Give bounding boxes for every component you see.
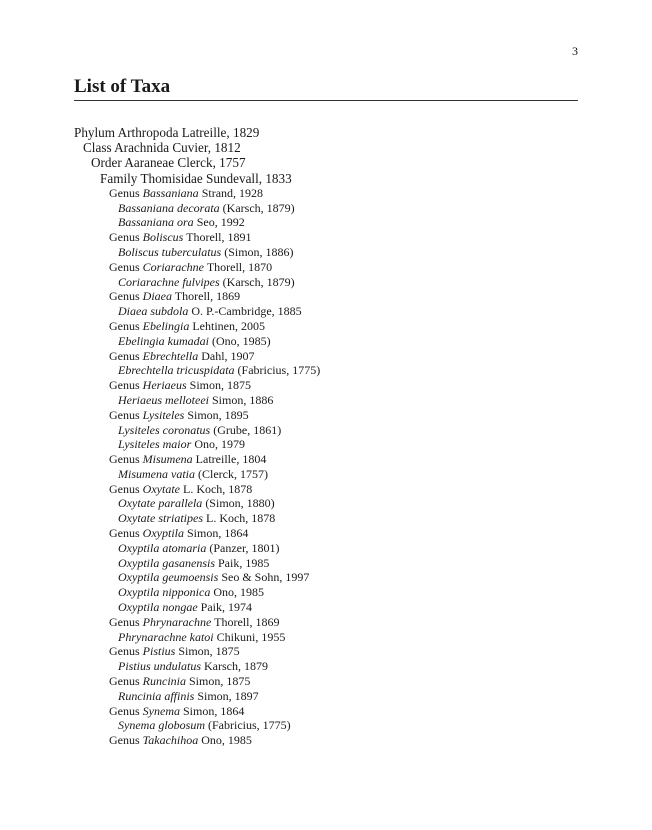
taxon-entry-species xyxy=(74,718,578,733)
taxon-entry-species xyxy=(74,437,578,452)
taxon-author: Simon, 1897 xyxy=(197,688,259,703)
taxon-name: Oxyptila geumoensis xyxy=(118,570,219,585)
taxon-rank: Genus xyxy=(109,526,140,541)
taxon-name: Ebelingia xyxy=(142,318,190,333)
taxon-entry-genus xyxy=(74,260,578,275)
taxon-author: (Karsch, 1879) xyxy=(222,274,295,289)
taxon-author: Simon, 1875 xyxy=(189,674,251,689)
taxon-name: Diaea subdola xyxy=(118,304,189,319)
taxon-author: (Fabricius, 1775) xyxy=(208,718,291,733)
taxon-entry-species xyxy=(74,201,578,216)
taxon-name: Runcinia affinis xyxy=(118,688,195,703)
taxon-author: (Karsch, 1879) xyxy=(222,200,295,215)
taxon-author: Simon, 1886 xyxy=(211,392,274,407)
taxon-rank: Genus xyxy=(109,378,140,393)
taxon-author: Latreille, 1804 xyxy=(195,452,267,467)
taxon-entry-genus xyxy=(74,482,578,497)
taxon-name: Phrynarachne xyxy=(142,614,212,629)
taxon-rank: Genus xyxy=(109,481,140,496)
taxon-author: Thorell, 1891 xyxy=(186,230,252,245)
taxon-entry-species xyxy=(74,423,578,438)
taxon-entry-family xyxy=(74,171,578,186)
taxon-rank: Order xyxy=(91,155,122,171)
taxon-name: Aaraneae xyxy=(124,155,175,171)
taxon-author: Seo & Sohn, 1997 xyxy=(221,570,310,585)
taxon-entry-species xyxy=(74,304,578,319)
taxon-name: Bassaniana xyxy=(142,185,199,200)
taxon-author: Paik, 1985 xyxy=(218,555,270,570)
taxon-name: Boliscus xyxy=(142,230,184,245)
taxon-name: Ebrechtella xyxy=(142,348,199,363)
taxon-name: Runcinia xyxy=(142,674,186,689)
taxon-name: Ebrechtella tricuspidata xyxy=(118,363,235,378)
taxon-rank: Genus xyxy=(109,452,140,467)
taxon-name: Phrynarachne katoi xyxy=(118,629,214,644)
taxon-author: Paik, 1974 xyxy=(200,600,252,615)
taxon-entry-species xyxy=(74,215,578,230)
taxon-name: Arthropoda xyxy=(117,125,179,140)
taxon-author: (Fabricius, 1775) xyxy=(237,363,321,378)
taxon-author: O. P.-Cambridge, 1885 xyxy=(191,304,302,319)
taxon-rank: Genus xyxy=(109,733,140,748)
taxon-name: Takachihoa xyxy=(142,733,199,748)
taxon-entry-genus xyxy=(74,615,578,630)
taxon-name: Synema xyxy=(142,703,180,718)
taxon-rank: Family xyxy=(100,170,138,186)
taxon-name: Lysiteles coronatus xyxy=(118,422,211,437)
taxon-entry-species xyxy=(74,585,578,600)
taxon-author: Dahl, 1907 xyxy=(201,348,255,363)
taxon-author: Ono, 1985 xyxy=(213,585,264,600)
taxon-rank: Genus xyxy=(109,289,140,304)
taxon-entry-species xyxy=(74,467,578,482)
taxon-rank: Genus xyxy=(109,185,140,200)
taxon-author: Seo, 1992 xyxy=(196,215,245,230)
taxon-author: Strand, 1928 xyxy=(201,185,264,200)
taxon-author: Simon, 1864 xyxy=(183,703,245,718)
taxon-rank: Class xyxy=(83,140,112,156)
taxon-entry-genus xyxy=(74,674,578,689)
taxon-author: (Clerck, 1757) xyxy=(198,466,268,481)
taxon-name: Oxytate parallela xyxy=(118,496,203,511)
taxon-name: Misumena xyxy=(142,452,193,467)
taxon-name: Diaea xyxy=(142,289,172,304)
taxon-author: Cuvier, 1812 xyxy=(172,140,241,156)
taxon-entry-species xyxy=(74,659,578,674)
taxon-rank: Genus xyxy=(109,318,140,333)
taxon-entry-genus xyxy=(74,526,578,541)
taxon-author: Latreille, 1829 xyxy=(181,125,260,140)
taxon-name: Oxyptila nongae xyxy=(118,600,198,615)
taxon-entry-species xyxy=(74,245,578,260)
taxon-entry-species xyxy=(74,600,578,615)
taxon-entry-species xyxy=(74,334,578,349)
taxon-entry-class xyxy=(74,140,578,155)
taxon-author: L. Koch, 1878 xyxy=(205,511,276,526)
taxon-entry-genus xyxy=(74,733,578,748)
taxon-author: Thorell, 1869 xyxy=(214,614,280,629)
taxon-author: Clerck, 1757 xyxy=(177,155,246,171)
taxon-author: Simon, 1864 xyxy=(187,526,249,541)
taxon-name: Heriaeus xyxy=(142,378,187,393)
taxon-name: Coriarachne xyxy=(142,259,205,274)
taxon-name: Pistius xyxy=(142,644,176,659)
taxon-name: Lysiteles xyxy=(142,407,185,422)
taxon-entry-genus xyxy=(74,230,578,245)
taxon-entry-phylum xyxy=(74,125,578,140)
taxon-author: Simon, 1875 xyxy=(178,644,240,659)
taxon-rank: Phylum xyxy=(74,125,116,140)
taxon-name: Arachnida xyxy=(114,140,170,156)
taxon-entry-species xyxy=(74,511,578,526)
taxon-author: Sundevall, 1833 xyxy=(206,170,292,186)
taxon-rank: Genus xyxy=(109,407,140,422)
taxon-rank: Genus xyxy=(109,614,140,629)
taxon-entry-genus xyxy=(74,378,578,393)
taxa-list xyxy=(74,125,578,748)
page-number: 3 xyxy=(572,44,578,58)
taxon-entry-species xyxy=(74,689,578,704)
taxon-rank: Genus xyxy=(109,644,140,659)
taxon-author: (Simon, 1880) xyxy=(205,496,275,511)
taxon-name: Boliscus tuberculatus xyxy=(118,244,222,259)
taxon-name: Bassaniana decorata xyxy=(118,200,220,215)
taxon-name: Thomisidae xyxy=(140,170,203,186)
taxon-author: (Ono, 1985) xyxy=(211,333,271,348)
taxon-name: Oxyptila xyxy=(142,526,184,541)
taxon-entry-species xyxy=(74,363,578,378)
taxon-author: (Simon, 1886) xyxy=(224,244,294,259)
taxon-entry-species xyxy=(74,570,578,585)
taxon-entry-genus xyxy=(74,644,578,659)
taxon-entry-genus xyxy=(74,704,578,719)
taxon-rank: Genus xyxy=(109,230,140,245)
taxon-author: (Panzer, 1801) xyxy=(209,540,280,555)
taxon-entry-genus xyxy=(74,319,578,334)
taxon-name: Oxytate xyxy=(142,481,180,496)
taxon-name: Pistius undulatus xyxy=(118,659,202,674)
taxon-entry-genus xyxy=(74,349,578,364)
taxon-entry-species xyxy=(74,393,578,408)
taxon-name: Bassaniana ora xyxy=(118,215,194,230)
page-title: List of Taxa xyxy=(74,75,578,101)
taxon-author: Ono, 1979 xyxy=(194,437,245,452)
taxon-entry-genus xyxy=(74,289,578,304)
taxon-entry-species xyxy=(74,275,578,290)
taxon-rank: Genus xyxy=(109,703,140,718)
taxon-entry-genus xyxy=(74,452,578,467)
taxon-name: Ebelingia kumadai xyxy=(118,333,209,348)
taxon-name: Misumena vatia xyxy=(118,466,195,481)
taxon-entry-species xyxy=(74,541,578,556)
taxon-name: Oxyptila nipponica xyxy=(118,585,211,600)
taxon-name: Oxyptila atomaria xyxy=(118,540,207,555)
taxon-author: Ono, 1985 xyxy=(201,733,252,748)
taxon-entry-order xyxy=(74,155,578,170)
taxon-entry-genus xyxy=(74,186,578,201)
taxon-entry-species xyxy=(74,630,578,645)
taxon-rank: Genus xyxy=(109,259,140,274)
taxon-name: Oxytate striatipes xyxy=(118,511,203,526)
taxon-author: (Grube, 1861) xyxy=(213,422,282,437)
taxon-author: Thorell, 1870 xyxy=(206,259,273,274)
taxon-name: Heriaeus melloteei xyxy=(118,392,209,407)
taxon-entry-species xyxy=(74,496,578,511)
taxon-author: Chikuni, 1955 xyxy=(216,629,286,644)
taxon-author: Simon, 1875 xyxy=(189,378,252,393)
taxon-author: L. Koch, 1878 xyxy=(182,481,253,496)
taxon-entry-species xyxy=(74,556,578,571)
taxon-name: Lysiteles maior xyxy=(118,437,192,452)
taxon-author: Lehtinen, 2005 xyxy=(192,318,265,333)
taxon-author: Karsch, 1879 xyxy=(204,659,268,674)
taxon-author: Thorell, 1869 xyxy=(174,289,241,304)
taxon-rank: Genus xyxy=(109,348,140,363)
taxon-rank: Genus xyxy=(109,674,140,689)
taxon-name: Coriarachne fulvipes xyxy=(118,274,220,289)
taxon-name: Oxyptila gasanensis xyxy=(118,555,215,570)
taxon-author: Simon, 1895 xyxy=(187,407,249,422)
taxon-entry-genus xyxy=(74,408,578,423)
taxon-name: Synema globosum xyxy=(118,718,205,733)
